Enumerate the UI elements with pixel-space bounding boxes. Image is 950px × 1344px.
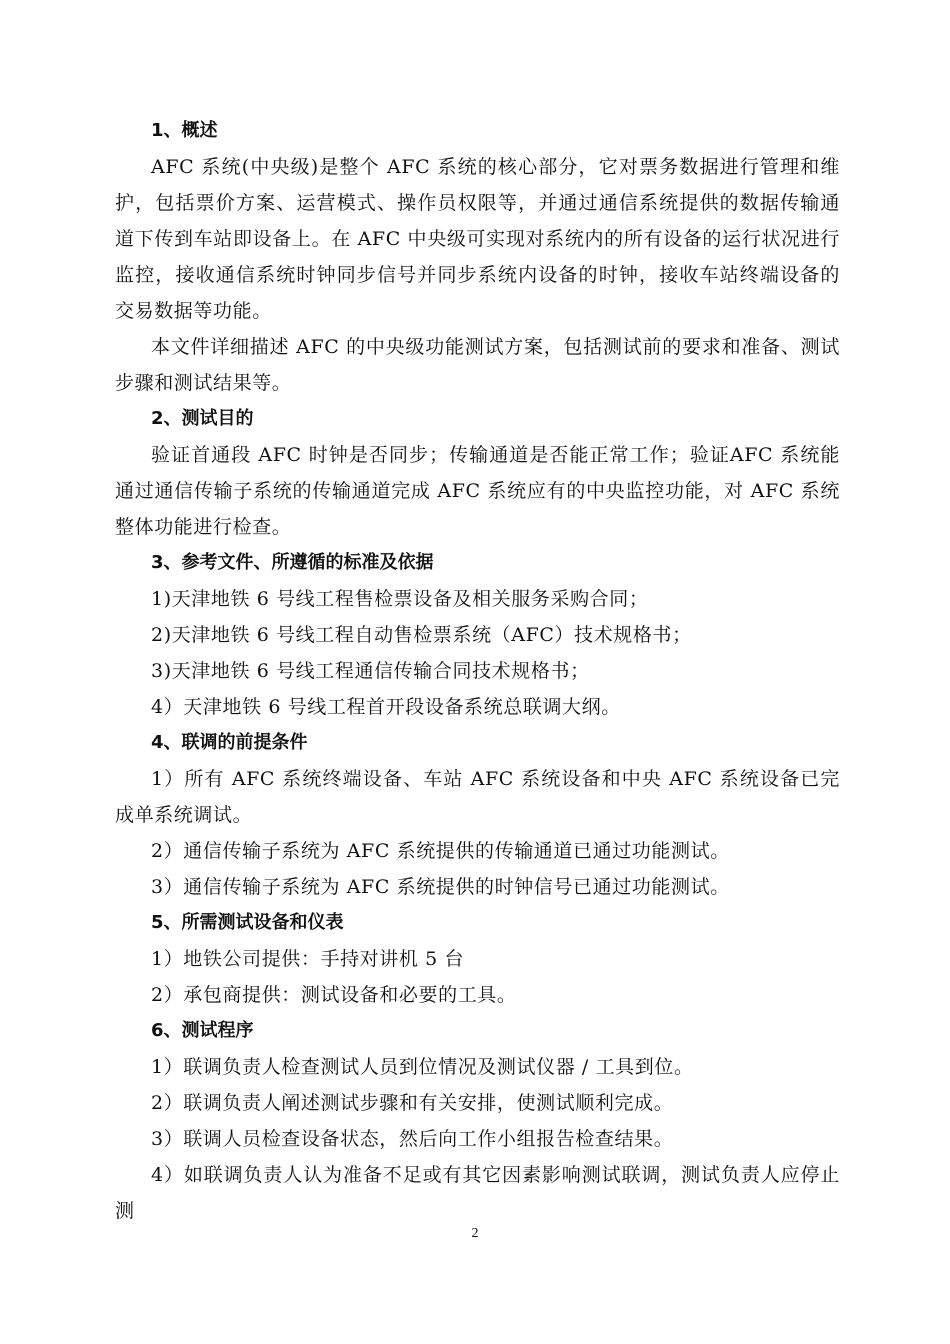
precondition-item-3: 3）通信传输子系统为 AFC 系统提供的时钟信号已通过功能测试。	[151, 876, 730, 898]
equipment-item-2: 2）承包商提供：测试设备和必要的工具。	[151, 984, 517, 1006]
test-purpose-paragraph: 验证首通段 AFC 时钟是否同步；传输通道是否能正常工作；验证AFC 系统能通过通信传输子系统的传输通道完成 AFC 系统应有的中央监控功能，对 AFC 系统整体功能进行检查。	[115, 444, 840, 538]
page-number: 2	[471, 1226, 479, 1241]
section-heading-preconditions: 4、联调的前提条件	[151, 732, 308, 753]
document-body	[115, 113, 840, 1229]
reference-item-3: 3)天津地铁 6 号线工程通信传输合同技术规格书；	[151, 660, 590, 682]
procedure-item-4: 4）如联调负责人认为准备不足或有其它因素影响测试联调，测试负责人应停止测	[115, 1164, 840, 1222]
procedure-item-2: 2）联调负责人阐述测试步骤和有关安排，使测试顺利完成。	[151, 1092, 674, 1114]
procedure-item-3: 3）联调人员检查设备状态，然后向工作小组报告检查结果。	[151, 1128, 674, 1150]
reference-item-1: 1)天津地铁 6 号线工程售检票设备及相关服务采购合同；	[151, 588, 649, 610]
overview-paragraph-2: 本文件详细描述 AFC 的中央级功能测试方案，包括测试前的要求和准备、测试步骤和测试结果等。	[115, 336, 840, 394]
equipment-item-1: 1）地铁公司提供：手持对讲机 5 台	[151, 948, 465, 970]
overview-paragraph-1: AFC 系统(中央级)是整个 AFC 系统的核心部分，它对票务数据进行管理和维护，包括票价方案、运营模式、操作员权限等，并通过通信系统提供的数据传输通道下传到车站即设备上。在 AFC 中央级可实现对系统内的所有设备的运行状况进行监控，接收通信系统时钟同步信号并同步系统内设备的时钟，接收车站终端设备的交易数据等功能。	[115, 156, 840, 322]
procedure-item-1: 1）联调负责人检查测试人员到位情况及测试仪器 / 工具到位。	[151, 1056, 694, 1078]
section-heading-test-procedure: 6、测试程序	[151, 1020, 254, 1041]
precondition-item-1: 1）所有 AFC 系统终端设备、车站 AFC 系统设备和中央 AFC 系统设备已完成单系统调试。	[115, 768, 840, 826]
section-heading-equipment: 5、所需测试设备和仪表	[151, 912, 344, 933]
precondition-item-2: 2）通信传输子系统为 AFC 系统提供的传输通道已通过功能测试。	[151, 840, 730, 862]
section-heading-test-purpose: 2、测试目的	[151, 408, 254, 429]
reference-item-2: 2)天津地铁 6 号线工程自动售检票系统（AFC）技术规格书；	[151, 624, 692, 646]
reference-item-4: 4）天津地铁 6 号线工程首开段设备系统总联调大纲。	[151, 696, 621, 718]
section-heading-references: 3、参考文件、所遵循的标准及依据	[151, 552, 434, 573]
section-heading-overview: 1、概述	[151, 120, 218, 141]
